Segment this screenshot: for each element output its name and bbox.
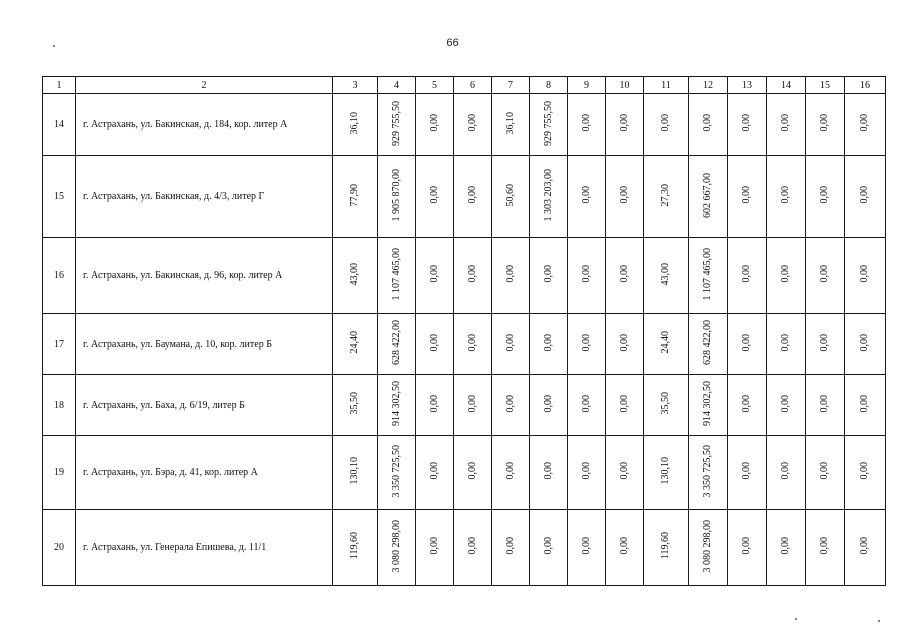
value-cell-col-6 (454, 314, 492, 375)
value-text: 0,00 (580, 537, 592, 555)
value-text: 0,00 (504, 394, 516, 413)
column-header-7: 7 (492, 77, 530, 94)
value-cell-col-15 (806, 375, 845, 436)
table-row (43, 238, 886, 314)
address-cell: г. Астрахань, ул. Бакинская, д. 96, кор. литер А (76, 238, 333, 314)
address-cell: г. Астрахань, ул. Баумана, д. 10, кор. литер Б (76, 314, 333, 375)
value-text: 929 755,50 (390, 100, 402, 146)
value-cell-col-4 (378, 510, 416, 586)
value-cell-col-10 (606, 510, 644, 586)
value-cell-col-5 (416, 238, 454, 314)
value-cell-col-8 (530, 94, 568, 156)
value-text: 0,00 (859, 333, 870, 352)
column-header-16: 16 (845, 77, 886, 94)
value-cell-col-11 (644, 156, 689, 238)
value-cell-col-7 (492, 156, 530, 238)
value-text: 0,00 (504, 537, 516, 555)
value-text: 0,00 (428, 537, 440, 555)
value-cell-col-10 (606, 94, 644, 156)
value-cell-col-7 (492, 238, 530, 314)
value-text: 36,10 (504, 111, 516, 135)
value-cell-col-12 (689, 94, 728, 156)
value-cell-col-11 (644, 314, 689, 375)
value-cell-col-15 (806, 510, 845, 586)
value-text: 0,00 (741, 186, 752, 204)
table-row (43, 375, 886, 436)
value-text: 0,00 (580, 114, 592, 132)
column-header-3: 3 (333, 77, 378, 94)
value-text: 0,00 (466, 265, 478, 283)
column-header-1: 1 (43, 77, 76, 94)
value-cell-col-9 (568, 156, 606, 238)
value-cell-col-15 (806, 314, 845, 375)
value-cell-col-6 (454, 238, 492, 314)
value-cell-col-10 (606, 375, 644, 436)
value-cell-col-5 (416, 510, 454, 586)
value-text: 0,00 (580, 265, 592, 283)
value-cell-col-12 (689, 510, 728, 586)
value-text: 0,00 (428, 114, 440, 132)
value-cell-col-6 (454, 510, 492, 586)
value-text: 130,10 (660, 457, 671, 485)
value-cell-col-14 (767, 436, 806, 510)
value-text: 0,00 (741, 114, 752, 132)
value-text: 43,00 (349, 262, 360, 286)
value-text: 0,00 (780, 186, 791, 204)
row-number-cell: 14 (43, 94, 76, 156)
value-text: 0,00 (819, 462, 830, 480)
scan-speck (878, 620, 880, 622)
column-header-15: 15 (806, 77, 845, 94)
value-text: 0,00 (819, 394, 830, 413)
value-text: 0,00 (580, 394, 592, 413)
value-cell-col-7 (492, 314, 530, 375)
value-text: 0,00 (859, 186, 870, 204)
value-text: 0,00 (859, 537, 870, 555)
value-text: 0,00 (542, 537, 554, 555)
value-text: 0,00 (504, 333, 516, 352)
value-cell-col-11 (644, 436, 689, 510)
value-text: 0,00 (542, 394, 554, 413)
value-cell-col-16 (845, 314, 886, 375)
value-cell-col-9 (568, 94, 606, 156)
value-text: 0,00 (580, 186, 592, 204)
table-body (43, 77, 886, 586)
value-cell-col-3 (333, 238, 378, 314)
value-cell-col-9 (568, 510, 606, 586)
value-text: 3 350 725,50 (702, 444, 713, 498)
data-table (42, 76, 886, 586)
value-cell-col-11 (644, 238, 689, 314)
value-text: 0,00 (542, 265, 554, 283)
column-header-11: 11 (644, 77, 689, 94)
value-text: 0,00 (618, 537, 630, 555)
value-text: 0,00 (428, 462, 440, 480)
value-text: 0,00 (741, 537, 752, 555)
value-cell-col-9 (568, 314, 606, 375)
value-text: 1 905 870,00 (390, 168, 402, 222)
value-text: 628 422,00 (702, 320, 713, 365)
row-number-cell: 18 (43, 375, 76, 436)
value-cell-col-14 (767, 510, 806, 586)
value-cell-col-9 (568, 375, 606, 436)
value-text: 0,00 (504, 462, 516, 480)
value-cell-col-6 (454, 375, 492, 436)
value-text: 50,60 (504, 183, 516, 207)
scan-speck (795, 618, 797, 620)
column-header-2: 2 (76, 77, 333, 94)
column-header-4: 4 (378, 77, 416, 94)
value-text: 0,00 (859, 462, 870, 480)
value-text: 35,50 (660, 392, 671, 415)
value-text: 0,00 (618, 186, 630, 204)
value-cell-col-5 (416, 375, 454, 436)
row-number-cell: 19 (43, 436, 76, 510)
value-cell-col-14 (767, 314, 806, 375)
value-text: 0,00 (428, 333, 440, 352)
value-text: 0,00 (819, 186, 830, 204)
value-text: 0,00 (741, 462, 752, 480)
column-header-10: 10 (606, 77, 644, 94)
table-row (43, 314, 886, 375)
value-text: 77,90 (349, 183, 360, 207)
value-text: 0,00 (780, 114, 791, 132)
value-cell-col-15 (806, 436, 845, 510)
value-cell-col-15 (806, 156, 845, 238)
value-cell-col-15 (806, 238, 845, 314)
value-text: 0,00 (780, 394, 791, 413)
value-text: 0,00 (542, 462, 554, 480)
value-cell-col-3 (333, 436, 378, 510)
value-text: 27,30 (660, 183, 671, 207)
value-cell-col-5 (416, 156, 454, 238)
address-cell: г. Астрахань, ул. Генерала Епишева, д. 11/1 (76, 510, 333, 586)
column-header-14: 14 (767, 77, 806, 94)
value-cell-col-5 (416, 436, 454, 510)
value-cell-col-11 (644, 94, 689, 156)
value-cell-col-14 (767, 375, 806, 436)
value-text: 0,00 (466, 462, 478, 480)
page-number: 66 (446, 37, 459, 49)
scan-speck (53, 45, 55, 47)
value-cell-col-8 (530, 375, 568, 436)
value-cell-col-7 (492, 510, 530, 586)
value-cell-col-13 (728, 510, 767, 586)
value-text: 3 080 298,00 (390, 519, 402, 573)
value-cell-col-12 (689, 156, 728, 238)
value-text: 0,00 (466, 114, 478, 132)
value-text: 0,00 (780, 265, 791, 283)
value-cell-col-8 (530, 436, 568, 510)
value-cell-col-8 (530, 510, 568, 586)
column-header-8: 8 (530, 77, 568, 94)
value-text: 24,40 (349, 331, 360, 354)
value-cell-col-16 (845, 156, 886, 238)
value-text: 0,00 (859, 114, 870, 132)
value-cell-col-14 (767, 238, 806, 314)
value-text: 0,00 (780, 537, 791, 555)
value-cell-col-6 (454, 436, 492, 510)
value-cell-col-12 (689, 436, 728, 510)
value-cell-col-8 (530, 238, 568, 314)
value-cell-col-3 (333, 375, 378, 436)
value-cell-col-9 (568, 238, 606, 314)
value-cell-col-13 (728, 375, 767, 436)
value-text: 0,00 (580, 333, 592, 352)
value-text: 0,00 (702, 114, 713, 132)
value-text: 0,00 (819, 265, 830, 283)
value-text: 602 667,00 (702, 172, 713, 218)
column-header-5: 5 (416, 77, 454, 94)
value-cell-col-16 (845, 510, 886, 586)
value-text: 0,00 (859, 265, 870, 283)
value-cell-col-12 (689, 375, 728, 436)
value-text: 0,00 (580, 462, 592, 480)
value-cell-col-4 (378, 94, 416, 156)
value-cell-col-5 (416, 94, 454, 156)
value-text: 0,00 (660, 114, 671, 132)
value-cell-col-13 (728, 314, 767, 375)
value-text: 0,00 (819, 114, 830, 132)
value-cell-col-3 (333, 156, 378, 238)
value-cell-col-9 (568, 436, 606, 510)
column-header-6: 6 (454, 77, 492, 94)
value-cell-col-8 (530, 314, 568, 375)
value-text: 0,00 (618, 265, 630, 283)
table-row (43, 156, 886, 238)
value-text: 0,00 (859, 394, 870, 413)
table-row (43, 436, 886, 510)
value-text: 0,00 (504, 265, 516, 283)
value-cell-col-10 (606, 238, 644, 314)
value-text: 3 080 298,00 (702, 519, 713, 573)
value-text: 0,00 (428, 394, 440, 413)
column-header-9: 9 (568, 77, 606, 94)
value-text: 0,00 (466, 537, 478, 555)
value-cell-col-15 (806, 94, 845, 156)
value-cell-col-10 (606, 436, 644, 510)
value-cell-col-13 (728, 436, 767, 510)
value-text: 0,00 (741, 394, 752, 413)
value-text: 0,00 (428, 265, 440, 283)
value-cell-col-13 (728, 94, 767, 156)
value-cell-col-4 (378, 156, 416, 238)
address-cell: г. Астрахань, ул. Бэра, д. 41, кор. литер А (76, 436, 333, 510)
value-cell-col-14 (767, 156, 806, 238)
row-number-cell: 17 (43, 314, 76, 375)
value-cell-col-12 (689, 314, 728, 375)
row-number-cell: 16 (43, 238, 76, 314)
value-text: 628 422,00 (390, 320, 402, 365)
table-row (43, 510, 886, 586)
row-number-cell: 15 (43, 156, 76, 238)
value-cell-col-8 (530, 156, 568, 238)
value-text: 130,10 (349, 457, 360, 485)
row-number-cell: 20 (43, 510, 76, 586)
column-header-13: 13 (728, 77, 767, 94)
address-cell: г. Астрахань, ул. Баха, д. 6/19, литер Б (76, 375, 333, 436)
value-cell-col-16 (845, 238, 886, 314)
value-cell-col-16 (845, 94, 886, 156)
value-cell-col-14 (767, 94, 806, 156)
value-cell-col-5 (416, 314, 454, 375)
value-text: 24,40 (660, 331, 671, 354)
value-text: 0,00 (618, 114, 630, 132)
value-text: 1 107 465,00 (390, 247, 402, 301)
value-text: 0,00 (819, 333, 830, 352)
value-text: 0,00 (466, 186, 478, 204)
value-cell-col-10 (606, 314, 644, 375)
value-cell-col-3 (333, 510, 378, 586)
value-cell-col-7 (492, 94, 530, 156)
value-text: 929 755,50 (542, 100, 554, 146)
value-text: 0,00 (542, 333, 554, 352)
value-cell-col-11 (644, 510, 689, 586)
value-text: 119,60 (660, 532, 671, 560)
value-text: 0,00 (466, 333, 478, 352)
value-cell-col-11 (644, 375, 689, 436)
value-cell-col-13 (728, 238, 767, 314)
value-text: 119,60 (349, 532, 360, 560)
value-text: 0,00 (618, 462, 630, 480)
value-cell-col-16 (845, 436, 886, 510)
table-row (43, 94, 886, 156)
value-text: 0,00 (819, 537, 830, 555)
value-cell-col-3 (333, 94, 378, 156)
value-cell-col-4 (378, 436, 416, 510)
value-text: 914 302,50 (390, 381, 402, 426)
value-text: 35,50 (349, 392, 360, 415)
value-cell-col-7 (492, 436, 530, 510)
column-header-12: 12 (689, 77, 728, 94)
value-text: 1 303 203,00 (542, 168, 554, 222)
value-text: 0,00 (618, 394, 630, 413)
value-text: 0,00 (466, 394, 478, 413)
value-cell-col-4 (378, 238, 416, 314)
value-cell-col-10 (606, 156, 644, 238)
value-cell-col-6 (454, 94, 492, 156)
value-text: 43,00 (660, 262, 671, 286)
table-header-row (43, 77, 886, 94)
value-cell-col-12 (689, 238, 728, 314)
value-text: 3 350 725,50 (390, 444, 402, 498)
value-text: 0,00 (428, 186, 440, 204)
address-cell: г. Астрахань, ул. Бакинская, д. 184, кор. литер А (76, 94, 333, 156)
value-text: 0,00 (741, 265, 752, 283)
value-cell-col-4 (378, 314, 416, 375)
value-cell-col-7 (492, 375, 530, 436)
value-text: 914 302,50 (702, 381, 713, 426)
value-cell-col-16 (845, 375, 886, 436)
value-cell-col-6 (454, 156, 492, 238)
value-text: 36,10 (349, 111, 360, 135)
value-text: 0,00 (741, 333, 752, 352)
value-text: 1 107 465,00 (702, 247, 713, 301)
value-text: 0,00 (780, 462, 791, 480)
value-text: 0,00 (618, 333, 630, 352)
value-cell-col-4 (378, 375, 416, 436)
value-text: 0,00 (780, 333, 791, 352)
value-cell-col-13 (728, 156, 767, 238)
address-cell: г. Астрахань, ул. Бакинская, д. 4/3, литер Г (76, 156, 333, 238)
value-cell-col-3 (333, 314, 378, 375)
